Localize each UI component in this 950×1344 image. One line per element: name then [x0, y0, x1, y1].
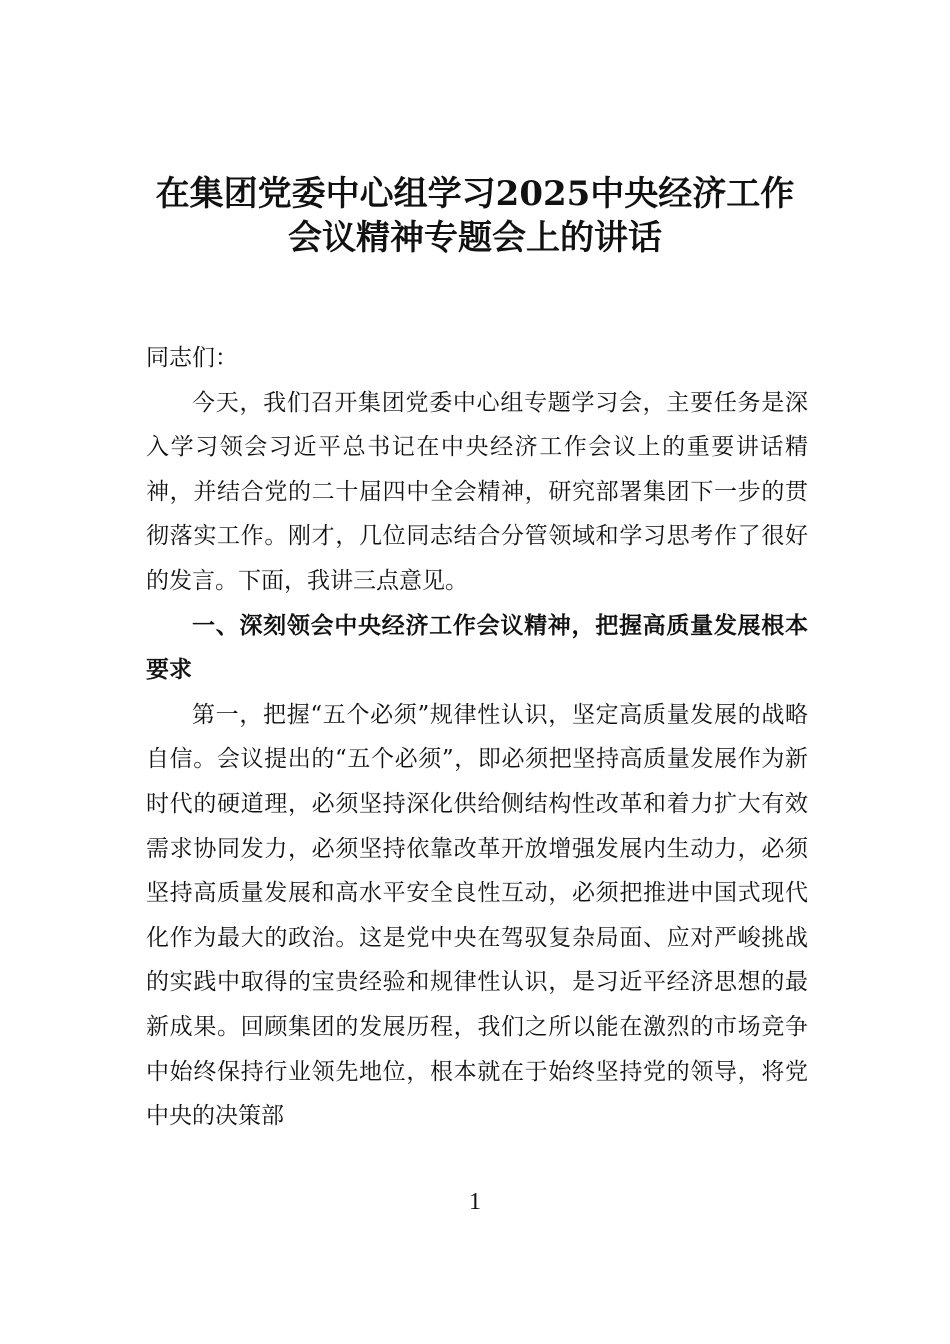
section-paragraph: 第一，把握“五个必须”规律性认识，坚定高质量发展的战略自信。会议提出的“五个必须”，即必须把坚持高质量发展作为新时代的硬道理，必须坚持深化供给侧结构性改革和着力扩大有效需求协同发力，必须坚持依靠改革开放增强发展内生动力，必须坚持高质量发展和高水平安全良性互动，必须把推进中国式现代化作为最大的政治。这是党中央在驾驭复杂局面、应对严峻挑战的实践中取得的宝贵经验和规律性认识，是习近平经济思想的最新成果。回顾集团的发展历程，我们之所以能在激烈的市场竞争中始终保持行业领先地位，根本就在于始终坚持党的领导，将党中央的决策部 [146, 701, 808, 1130]
document-title-line-1: 在集团党委中心组学习2025中央经济工作 [155, 174, 795, 214]
document-title-line-2: 会议精神专题会上的讲话 [288, 218, 662, 258]
section-heading: 一、深刻领会中央经济工作会议精神，把握高质量发展根本要求 [146, 612, 808, 684]
intro-paragraph: 今天，我们召开集团党委中心组专题学习会，主要任务是深入学习领会习近平总书记在中央经济工作会议上的重要讲话精神，并结合党的二十届四中全会精神，研究部署集团下一步的贯彻落实工作。刚才，几位同志结合分管领域和学习思考作了很好的发言。下面，我讲三点意见。 [146, 389, 808, 594]
page-number: 1 [469, 1189, 481, 1215]
document-body [146, 336, 808, 1139]
salutation: 同志们： [146, 345, 238, 371]
